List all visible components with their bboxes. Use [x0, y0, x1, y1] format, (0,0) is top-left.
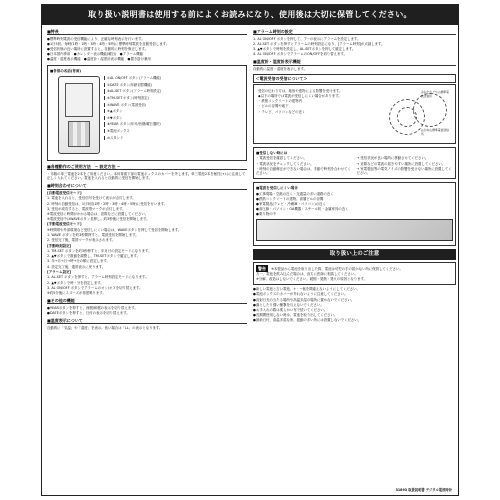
- temp-section-left: [47, 318, 247, 330]
- caution-item: ●電池ボックスのカバーが外れないように注意してください。: [253, 292, 348, 297]
- parts-labels: [104, 76, 188, 142]
- warning-item: 万一、電池を飲み込んだ場合は、直ちに医師に相談してください。: [256, 271, 358, 276]
- battery-title: ■各種動作のご使用方法 ~ 設定方法 ~: [47, 164, 247, 170]
- temp-text: 自動的に温度・湿度を表示します。: [253, 67, 307, 72]
- instruction-sheet: [41, 4, 459, 496]
- feature-item: ●受信状態の良い場所に設置すると、自動的に時刻を修正します。: [47, 46, 149, 51]
- auto-step: 1. 電池を入れると、受信信号を受けて表示が点灯します。: [47, 196, 136, 201]
- left-column: [47, 29, 247, 333]
- interfere-item: ●鉄筋コンクリートの建物、高層ビルの谷間: [256, 196, 324, 201]
- caution-item: ●直射日光の当たる場所や高温多湿の場所に置かないでください。: [253, 297, 355, 302]
- part-label: ⑥▲ボタン: [104, 109, 188, 113]
- clock-back-illustration: [58, 76, 100, 154]
- part-label: ②DATE ボタン(年齢切替機能): [104, 83, 188, 87]
- alarm-step: 2. AL-SET ボタンを押すとアラームの時刻設定になり、[アラーム時刻]が点滅します。: [253, 41, 385, 46]
- auto-title: [自動電波受信モード]: [47, 191, 82, 195]
- other-item: ●DATEボタンを押すと、日付の表示を切り替えます。: [47, 310, 130, 315]
- receive-section: [47, 183, 247, 295]
- auto-step: ※電波受信中はWAVEボタン長押し。約3秒後に受信を開始します。: [47, 217, 150, 222]
- features-title: ■特長: [47, 29, 247, 35]
- feature-item: ●標準時刻電波の受信機能により、正確な時刻表示を行います。: [47, 36, 145, 41]
- tip-item: ・時刻の自動修正ができない場合は、手動で時刻を合わせてください。: [256, 166, 351, 176]
- interfere-item: ●家電製品(テレビ・冷蔵庫・パソコン)の近く: [256, 202, 326, 207]
- other-title: ■その他の機能: [47, 298, 247, 304]
- signal-line: ・鉄筋コンクリートの建物内: [258, 99, 303, 104]
- battery-box-illustration: [68, 121, 90, 147]
- warning-box: [253, 262, 456, 285]
- tips-right: [357, 156, 454, 176]
- temp-title: ■温度計・湿度計表示機能: [253, 59, 456, 65]
- right-column: [253, 29, 456, 323]
- alarm-title: ■アラーム時刻の設定: [253, 29, 456, 35]
- caution-item: ●新しい電池と古い電池、+・−極を間違えないようにしてください。: [253, 287, 360, 292]
- parts-title: ■各部の名前(背面): [50, 68, 82, 73]
- alarm-step: 3. ▲▼ボタンで時刻を設定し、AL-SETボタンを押して確定します。: [253, 46, 356, 51]
- map-label: おおたかどや山標準電波送信所: [421, 90, 449, 98]
- battery-section: [47, 164, 247, 180]
- other-section: [47, 298, 247, 315]
- interfere-item: ●乗り物の中: [256, 212, 276, 217]
- part-label: ⑦▼ボタン: [104, 116, 188, 120]
- part-label: ⑨電池ボックス: [104, 129, 188, 133]
- interfere-item: ●工事現場・空港の近く・交通量の多い道路の近く: [256, 191, 334, 196]
- part-label: ④TM-SET ボタン(時刻設定): [104, 96, 188, 100]
- interference-section: [253, 182, 456, 245]
- tips-section: [253, 147, 456, 179]
- alarm-section: [253, 29, 456, 56]
- temp-title-left: ■温度表示について: [47, 318, 247, 324]
- top-banner: 取り扱い説明書は使用する前によくお読みになり、使用後は大切に保管してください。: [42, 5, 458, 25]
- tips-title: ■受信しない時には: [256, 151, 288, 156]
- auto-step: ※電波受信に時間がかかる場合は、窓際などに設置してください。: [47, 211, 149, 216]
- tip-result: → 受信状況が良い場所に移動させてください。: [356, 156, 429, 161]
- caution-header: 取り扱い上のご注意: [253, 249, 456, 260]
- part-label: ③AL-SET ボタン(アラーム時刻設定): [104, 89, 188, 93]
- caution-item: ●長期間使用しない時は、電池を取り出してください。: [253, 313, 338, 317]
- button-panel: [65, 83, 93, 117]
- manual-step: 1. WAVE ボタンを約3秒間押すと、電波受信を開始します。: [47, 233, 139, 238]
- warning-label: 警告: [258, 265, 266, 271]
- battery-text: ・市販の単三電池を2本をご用意ください。本体背面下部の電池ボックスのカバーを外します。単三電池2本を極性(+/-)に注意して正しく入れてください。電池を入れると自動的に受信を開始します。: [47, 171, 246, 181]
- part-label: ①AL ON/OFF ボタン(アラーム機能): [104, 76, 188, 80]
- interference-photo: [256, 219, 453, 241]
- auto-step: 3. 受信が成功すると、電波塔マークが点灯します。: [47, 206, 126, 211]
- caution-item: ●落としたり強い衝撃を与えないでください。: [253, 302, 324, 307]
- signal-line: 受信の伝わり方は、地形や建物による影響を受けます。: [258, 89, 343, 94]
- receive-title: ■時刻合わせについて: [47, 183, 247, 189]
- tip-result: → 家電製品等の電気ノイズの影響を受けない場所に設置してください。: [356, 166, 452, 176]
- caution-item: ●お手入れの際は柔らかい布で拭いてください。: [253, 307, 328, 312]
- feature-item: ●温度・湿度表示機能 ●温度計・湿度計表示機能 ●置き掛け兼用: [47, 57, 151, 62]
- japan-map-illustration: [387, 91, 449, 139]
- auto-step: 2. 時刻の自動受信は、1日5回(1時・2時・3時・4時・5時)に受信を行います。: [47, 201, 168, 206]
- caution-list: [253, 287, 456, 322]
- caution-item: ●最新日付、高温多湿な所、振動の多い所には設置しないでください。: [253, 318, 362, 323]
- alarm-title-left: [アラーム設定]: [47, 269, 72, 274]
- signal-line: ・テレビ、パソコンなどの近く: [258, 109, 306, 114]
- set-title: [手動時刻設定]: [47, 243, 72, 248]
- signal-line: ◆以下の場所では電波が受信しにくい場合があります。: [258, 94, 342, 99]
- signal-title: ＜電波受信の受信について＞: [253, 74, 456, 82]
- tip-item: ・電波状況をチェックしてください。: [256, 161, 314, 166]
- temp-section: [253, 59, 456, 71]
- alarm-step: 4. AL ON/OFF ボタンでアラームのON/OFFを切り替えます。: [253, 52, 347, 57]
- other-item: ●YEARボタンを押すと、西暦/和暦の表示を切り替えます。: [47, 305, 138, 310]
- features-section: [47, 29, 247, 62]
- signal-line: ・ビルの谷間や地下: [258, 104, 289, 109]
- set-step: 2. ▲▼ボタンで数値を調整し、TM-SETボタンで確定します。: [47, 254, 141, 259]
- interfere-title: ■電波を受信しにくい場合: [256, 186, 298, 191]
- clock-diagram: [50, 74, 244, 158]
- feature-item: ●1日5回、毎時(1時・2時・3時・4時・5時)に標準時刻電波を自動受信します。: [47, 41, 170, 46]
- alarm-step: 1. AL-SET ボタンを押すと、アラーム時刻設定モードになります。: [47, 275, 149, 280]
- set-step: 4. 設定完了後、通常表示に戻ります。: [47, 264, 106, 269]
- set-step: 1. TM-SET ボタンを約3秒押すと、年月日の設定モードになります。: [47, 249, 152, 254]
- warning-item: ※本製品から電池を取り出した際、電池は幼児の手の届かない所に保管してください。: [271, 266, 403, 271]
- warning-item: ※分解、改造はしないでください。破損・発熱・発火の原因となります。: [256, 277, 368, 282]
- footer-code: 31893 取扱説明書 デジタル電波時計: [395, 487, 452, 492]
- part-label: ⑤WAVE ボタン(電波受信): [104, 103, 188, 107]
- alarm-step: ※約5分後にスヌーズが再度鳴ります。: [47, 290, 106, 295]
- parts-section: [47, 65, 247, 161]
- signal-section: [253, 84, 456, 144]
- manual-title: [手動電波受信モード]: [47, 222, 82, 227]
- manual-step: ※時間帯や外部環境など受信しにくい場合は、WAVEボタンを押して受信を開始します。: [47, 227, 182, 232]
- set-step: 3. 年→月→日→時→分の順に設定します。: [47, 259, 110, 264]
- tip-result: → 窓際などの電波の届きやすい場所に設置してください。: [356, 161, 446, 166]
- alarm-step: 2. ▲▼ボタンで時・分を設定します。: [47, 280, 104, 285]
- alarm-step: 3. AL ON/OFF ボタンでアラームのオン/オフを切り替えます。: [47, 285, 143, 290]
- interfere-item: ●高圧線・パソコン・OA機器・スチール机・金属家具の近く: [256, 207, 349, 212]
- map-label: はがね山標準電波送信所: [421, 128, 449, 136]
- temp-text-left: 自動的に「気温」や「湿度」を表示。低い場合は「LL」の表示となります。: [47, 325, 163, 330]
- part-label: ⑧YEAR ボタン(年号/西暦/曜日選択): [104, 122, 188, 126]
- tip-item: ・電波受信を確認してください。: [256, 156, 307, 161]
- signal-notes: [258, 89, 368, 115]
- feature-item: ●日本国内専用 ●カレンダー表示機能(曜日) ●アラーム機能: [47, 52, 144, 57]
- alarm-step: 1. AL ON/OFF ボタンを押して、ア~の表示にアラームを設定します。: [253, 36, 361, 41]
- manual-step: 2. 受信完了後、電波マークが表示されます。: [47, 238, 116, 243]
- tips-row: [256, 156, 453, 176]
- tips-left: [256, 156, 353, 176]
- part-label: ⑩スタンド: [104, 136, 188, 140]
